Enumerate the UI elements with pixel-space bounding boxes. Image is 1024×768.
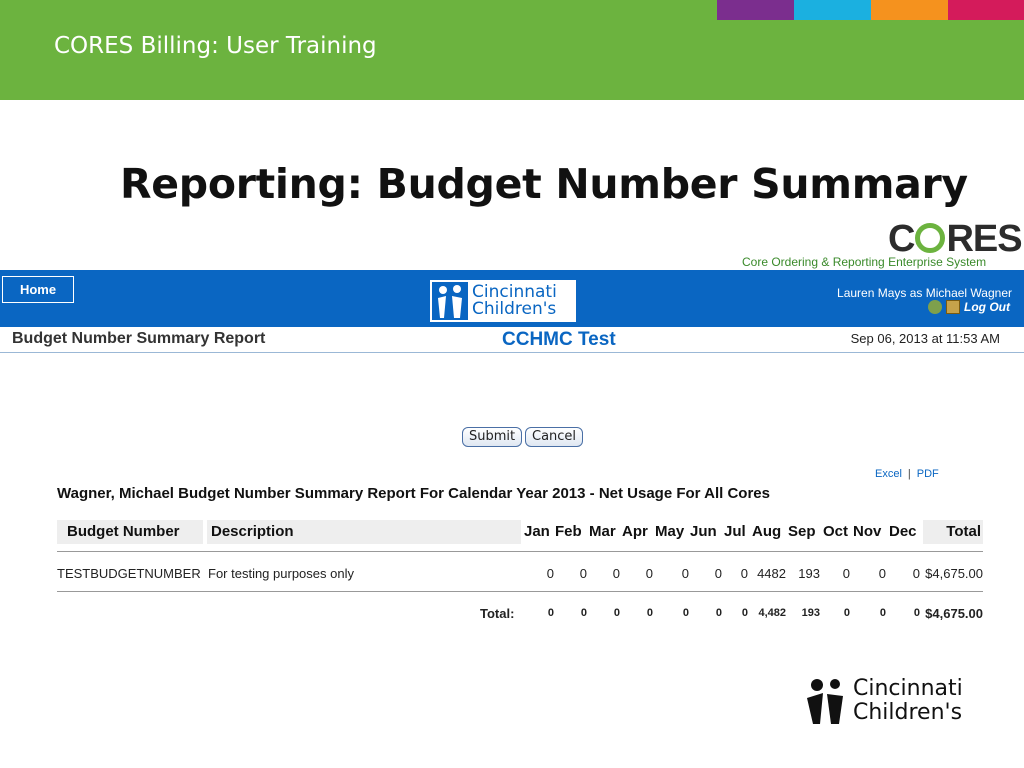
total-jun: 0 — [715, 607, 722, 619]
report-title: Wagner, Michael Budget Number Summary Report For Calendar Year 2013 - Net Usage For All Cores — [57, 485, 770, 502]
slide-header-title: CORES Billing: User Training — [54, 33, 377, 59]
cores-logo-rest: RES — [946, 218, 1022, 260]
col-description: Description — [207, 520, 521, 544]
color-strip-magenta — [948, 0, 1024, 20]
export-links — [875, 468, 939, 480]
total-jul: 0 — [741, 607, 748, 619]
col-feb: Feb — [555, 523, 582, 540]
total-jan: 0 — [547, 607, 554, 619]
col-mar: Mar — [589, 523, 616, 540]
row-oct: 0 — [842, 566, 850, 581]
row-mar: 0 — [612, 566, 620, 581]
cch-logo-text — [472, 284, 557, 318]
slide-heading: Reporting: Budget Number Summary — [120, 160, 968, 208]
col-apr: Apr — [622, 523, 648, 540]
cores-tagline: Core Ordering & Reporting Enterprise System — [742, 255, 987, 269]
col-dec: Dec — [889, 523, 917, 540]
row-aug: 4482 — [757, 566, 786, 581]
total-grand: $4,675.00 — [925, 606, 983, 621]
total-oct: 0 — [843, 607, 850, 619]
submit-button[interactable]: Submit — [462, 427, 522, 447]
total-dec: 0 — [913, 607, 920, 619]
color-strip-orange — [871, 0, 948, 20]
total-may: 0 — [682, 607, 689, 619]
footer-logo-line2: Children's — [853, 700, 963, 725]
row-sep: 193 — [798, 566, 820, 581]
row-feb: 0 — [579, 566, 587, 581]
cancel-button[interactable]: Cancel — [525, 427, 583, 447]
cch-logo-line1: Cincinnati — [472, 282, 557, 302]
org-name: CCHMC Test — [502, 329, 616, 350]
total-feb: 0 — [580, 607, 587, 619]
row-jan: 0 — [546, 566, 554, 581]
total-apr: 0 — [646, 607, 653, 619]
col-aug: Aug — [752, 523, 782, 540]
col-sep: Sep — [788, 523, 816, 540]
totals-label: Total: — [480, 606, 515, 621]
total-aug: 4,482 — [758, 607, 786, 619]
color-strip-cyan — [794, 0, 871, 20]
logout-label[interactable]: Log Out — [964, 300, 1010, 314]
col-nov: Nov — [853, 523, 882, 540]
report-table-header — [57, 520, 983, 544]
cch-logo-line2: Children's — [472, 299, 557, 319]
footer-logo-text — [853, 677, 963, 725]
report-datetime: Sep 06, 2013 at 11:53 AM — [850, 331, 1000, 346]
total-nov: 0 — [879, 607, 886, 619]
row-dec: 0 — [912, 566, 920, 581]
childrens-figure-icon — [432, 282, 468, 320]
current-user-text: Lauren Mays as Michael Wagner — [837, 286, 1012, 300]
col-total: Total — [923, 520, 983, 544]
row-jun: 0 — [714, 566, 722, 581]
row-budget-number: TESTBUDGETNUMBER — [57, 566, 201, 581]
color-strip-purple — [717, 0, 794, 20]
home-button[interactable]: Home — [2, 276, 74, 303]
link-separator: | — [907, 468, 911, 480]
cincinnati-childrens-logo — [430, 280, 576, 322]
row-may: 0 — [681, 566, 689, 581]
col-jan: Jan — [524, 523, 550, 540]
pdf-link[interactable]: PDF — [916, 468, 939, 480]
childrens-figure-icon — [805, 676, 847, 726]
excel-link[interactable]: Excel — [875, 468, 902, 480]
table-divider-top — [57, 551, 983, 552]
total-sep: 193 — [801, 607, 820, 619]
footer-logo-line1: Cincinnati — [853, 676, 963, 701]
footer-cincinnati-childrens-logo — [805, 676, 963, 726]
door-icon — [946, 300, 960, 314]
cores-logo-letter: C — [888, 218, 915, 260]
user-icon — [928, 300, 942, 314]
apple-icon — [915, 223, 945, 253]
row-description: For testing purposes only — [208, 566, 354, 581]
col-may: May — [655, 523, 685, 540]
total-mar: 0 — [613, 607, 620, 619]
col-budget-number: Budget Number — [57, 520, 203, 544]
row-nov: 0 — [878, 566, 886, 581]
row-total: $4,675.00 — [925, 566, 983, 581]
col-jul: Jul — [724, 523, 746, 540]
col-jun: Jun — [690, 523, 717, 540]
row-apr: 0 — [645, 566, 653, 581]
report-name: Budget Number Summary Report — [12, 330, 266, 347]
col-oct: Oct — [823, 523, 849, 540]
table-divider-bottom — [57, 591, 983, 592]
logout-link[interactable] — [928, 300, 1010, 314]
row-jul: 0 — [740, 566, 748, 581]
